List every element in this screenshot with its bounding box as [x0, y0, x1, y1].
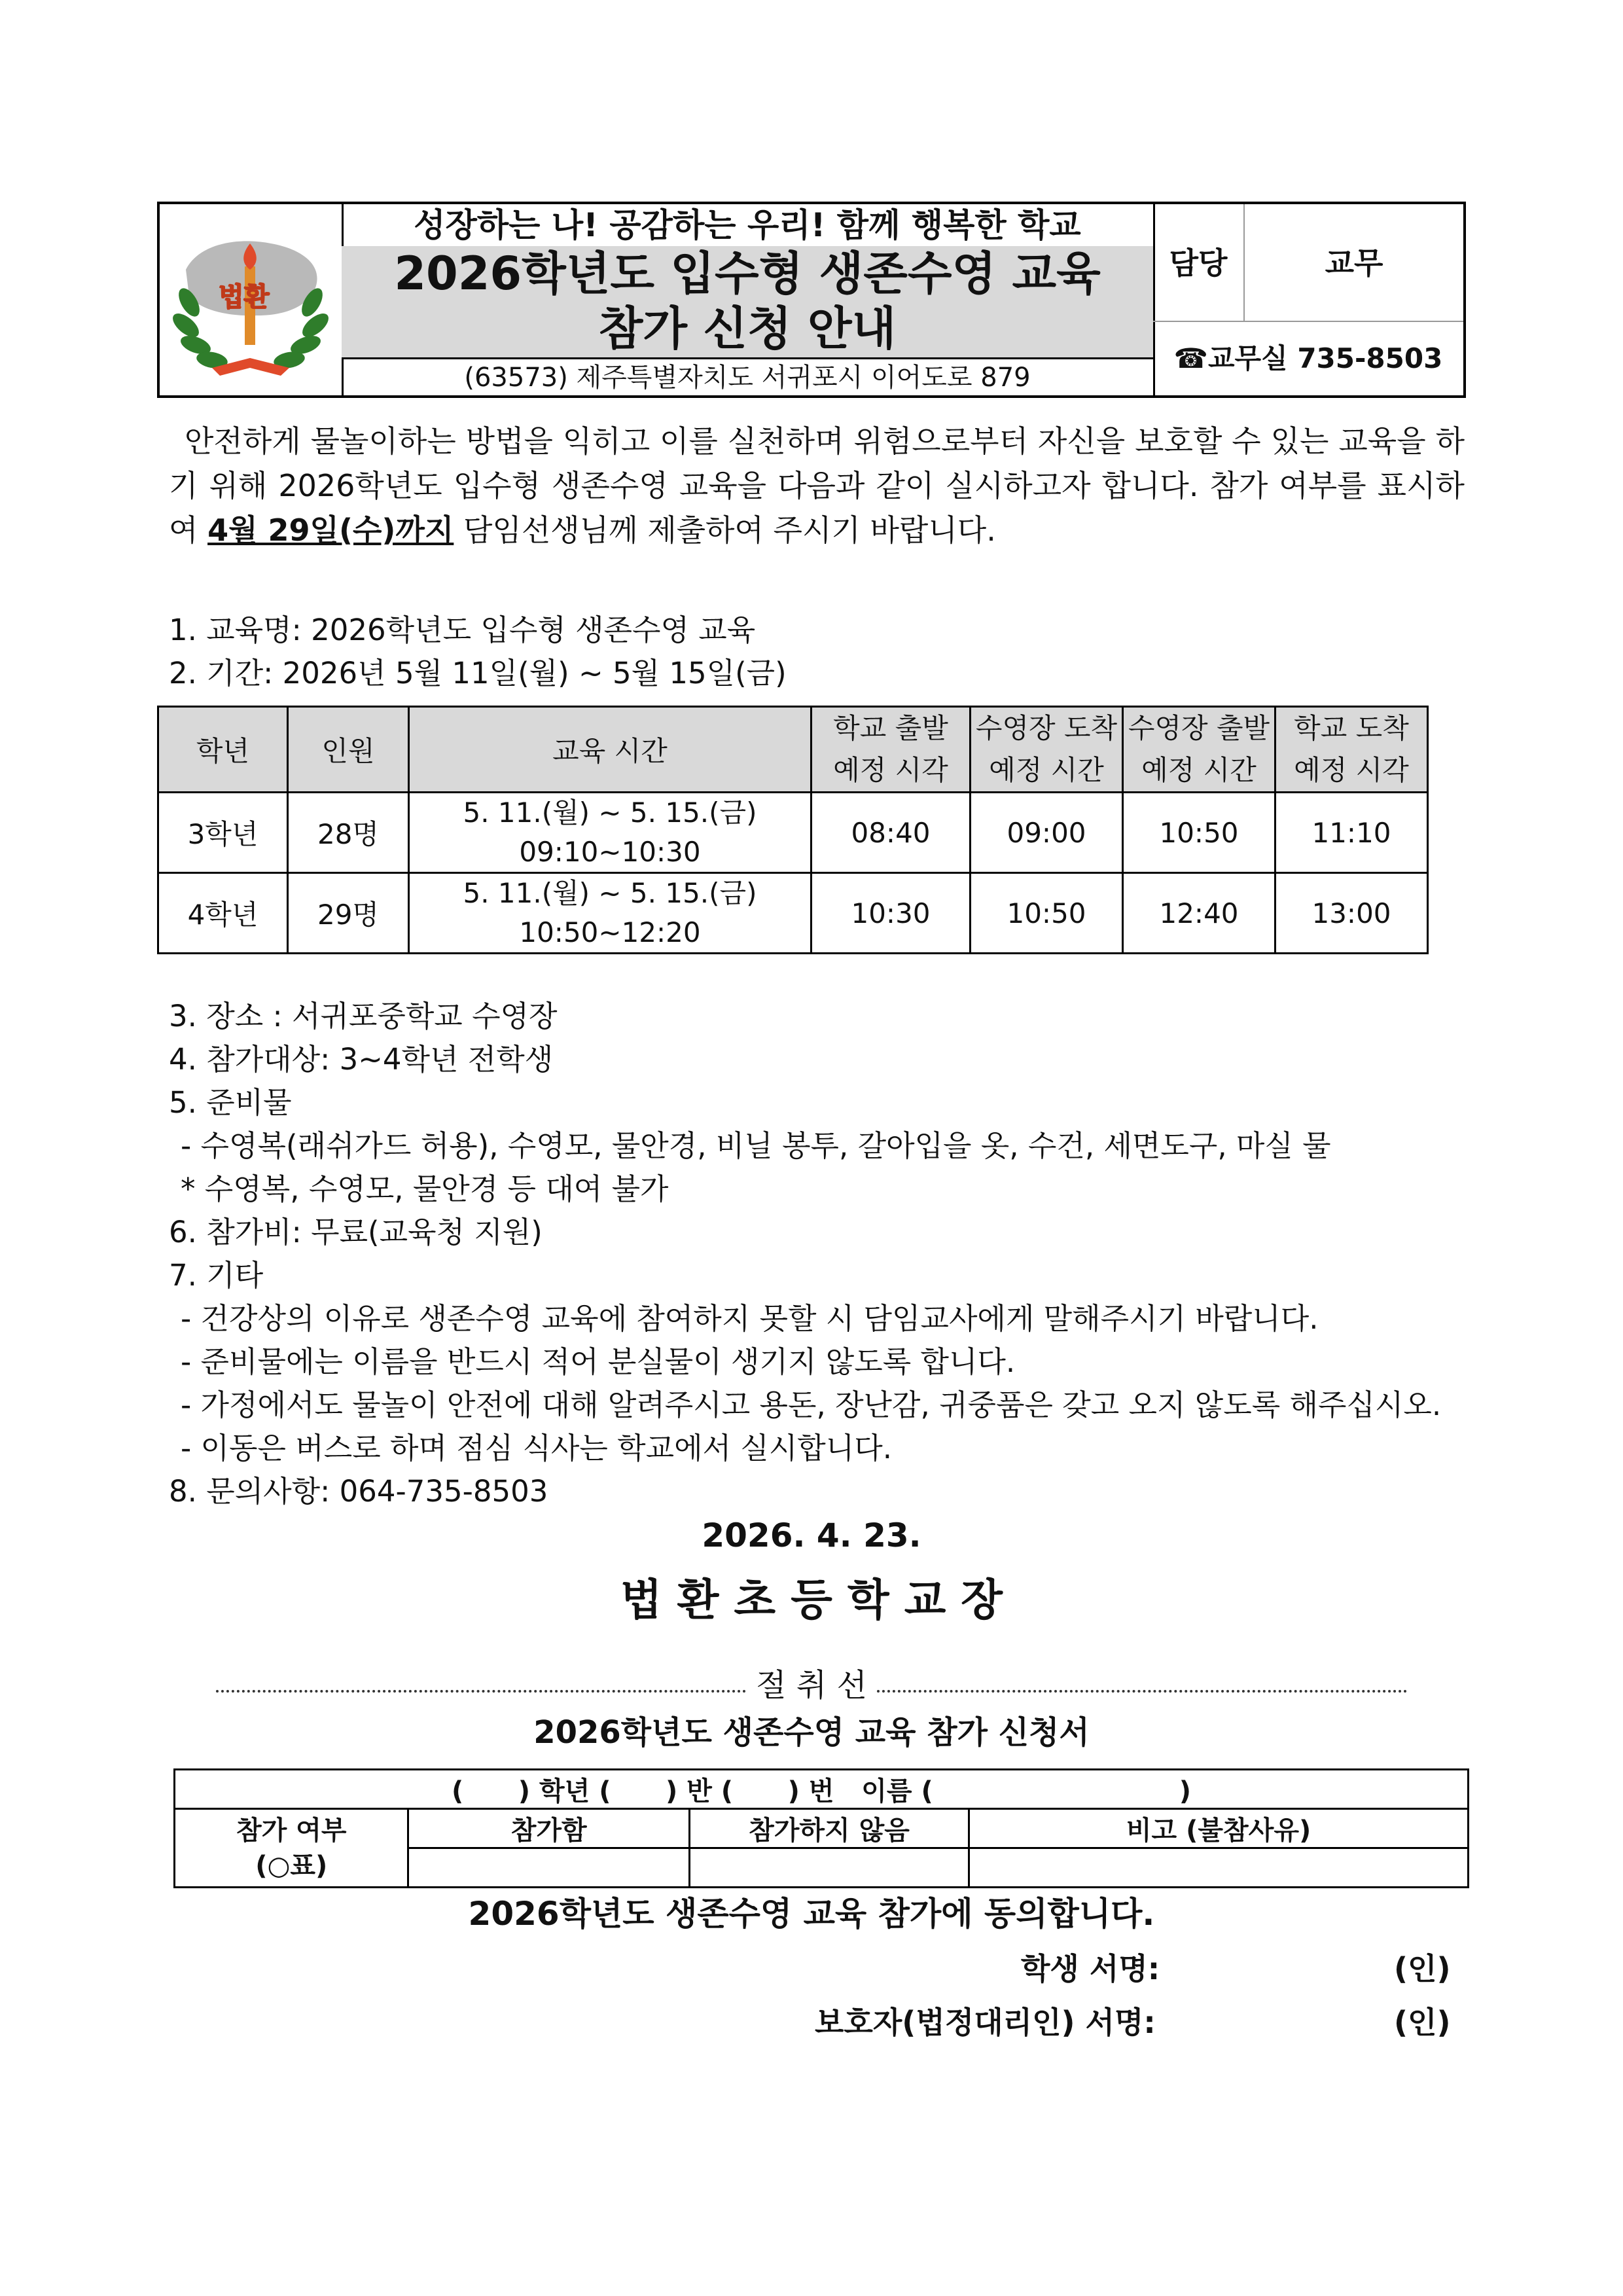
cut-line-right — [877, 1690, 1407, 1693]
arrive-pool-cell: 09:00 — [971, 793, 1123, 873]
school-logo-cell — [160, 204, 344, 395]
grade-cell: 4학년 — [158, 873, 288, 954]
depart-cell: 10:30 — [812, 873, 971, 954]
principal-name: 법 환 초 등 학 교 장 — [620, 1575, 1003, 1625]
item-7: 7. 기타 — [169, 1258, 264, 1293]
title-line-1: 2026학년도 입수형 생존수영 교육 — [394, 247, 1101, 300]
table-row — [158, 873, 1428, 954]
header-time: 교육 시간 — [409, 707, 812, 793]
grade-cell: 3학년 — [158, 793, 288, 873]
intro-paragraph — [169, 419, 1465, 552]
intro-text-before: 안전하게 물놀이하는 방법을 익히고 이를 실천하며 위험으로부터 자신을 보호할 수 있는 교육을 하기 위해 2026학년도 입수형 생존수영 교육을 다음과 같이 실시하고자 합니다. 참가 여부를 표시하여 — [169, 423, 1465, 548]
student-signature-label: 학생 서명: — [1021, 1951, 1160, 1986]
title-cell — [342, 204, 1155, 395]
title-line-2: 참가 신청 안내 — [598, 302, 897, 355]
count-cell: 28명 — [288, 793, 409, 873]
item-7-health: - 건강상의 이유로 생존수영 교육에 참여하지 못할 시 담임교사에게 말해주시기 바랍니다. — [181, 1301, 1319, 1336]
arrive-pool-cell: 10:50 — [971, 873, 1123, 954]
leave-pool-cell: 12:40 — [1123, 873, 1275, 954]
header-depart: 학교 출발 예정 시각 — [812, 707, 971, 793]
in-charge-label: 담당 — [1153, 204, 1245, 322]
item-7-valuables: - 가정에서도 물놀이 안전에 대해 알려주시고 용돈, 장난감, 귀중품은 갖고 오지 않도록 해주십시오. — [181, 1388, 1442, 1422]
item-4: 4. 참가대상: 3~4학년 전학생 — [169, 1042, 554, 1077]
school-logo — [160, 204, 342, 395]
guardian-signature-label: 보호자(법정대리인) 서명: — [815, 2005, 1156, 2040]
time-cell: 5. 11.(월) ~ 5. 15.(금) 10:50~12:20 — [409, 873, 812, 954]
participation-label-cell: 참가 여부 (○표) — [175, 1809, 408, 1888]
cut-line-label: 절 취 선 — [756, 1667, 867, 1704]
document-title — [342, 246, 1153, 357]
time-cell: 5. 11.(월) ~ 5. 15.(금) 09:10~10:30 — [409, 793, 812, 873]
item-3: 3. 장소 : 서귀포중학교 수영장 — [169, 999, 558, 1033]
header-grade: 학년 — [158, 707, 288, 793]
in-charge-value: 교무 — [1245, 204, 1463, 322]
document-header — [157, 202, 1466, 398]
table-row — [158, 793, 1428, 873]
school-slogan: 성장하는 나! 공감하는 우리! 함께 행복한 학교 — [414, 206, 1081, 244]
deadline: 4월 29일(수)까지 — [207, 512, 454, 548]
item-7-labels: - 준비물에는 이름을 반드시 적어 분실물이 생기지 않도록 합니다. — [181, 1344, 1016, 1379]
consent-statement: 2026학년도 생존수영 교육 참가에 동의합니다. — [468, 1895, 1155, 1933]
depart-cell: 08:40 — [812, 793, 971, 873]
header-leave-pool: 수영장 출발 예정 시간 — [1123, 707, 1275, 793]
school-address: (63573) 제주특별자치도 서귀포시 이어도로 879 — [342, 357, 1153, 395]
note-header: 비고 (불참사유) — [969, 1809, 1469, 1848]
contact-cell — [1153, 204, 1463, 395]
participation-header-row — [175, 1809, 1469, 1848]
item-6: 6. 참가비: 무료(교육청 지원) — [169, 1215, 543, 1249]
item-2: 2. 기간: 2026년 5월 11일(월) ~ 5월 15일(금) — [169, 656, 787, 691]
not-attend-header: 참가하지 않음 — [689, 1809, 969, 1848]
item-7-transport: - 이동은 버스로 하며 점심 식사는 학교에서 실시합니다. — [181, 1431, 893, 1465]
item-8: 8. 문의사항: 064-735-8503 — [169, 1474, 548, 1509]
schedule-table — [157, 706, 1429, 954]
item-5: 5. 준비물 — [169, 1085, 292, 1120]
table-header-row — [158, 707, 1428, 793]
header-arrive-school: 학교 도착 예정 시각 — [1275, 707, 1428, 793]
arrive-school-cell: 11:10 — [1275, 793, 1428, 873]
note-input-cell[interactable] — [969, 1848, 1469, 1888]
form-title: 2026학년도 생존수영 교육 참가 신청서 — [533, 1714, 1090, 1751]
office-phone: ☎교무실 735-8503 — [1173, 342, 1443, 374]
header-count: 인원 — [288, 707, 409, 793]
student-seal[interactable]: (인) — [1394, 1951, 1451, 1986]
attend-header: 참가함 — [408, 1809, 689, 1848]
item-1: 1. 교육명: 2026학년도 입수형 생존수영 교육 — [169, 613, 756, 647]
student-info[interactable]: ( ) 학년 ( ) 반 ( ) 번 이름 ( ) — [175, 1770, 1469, 1809]
leave-pool-cell: 10:50 — [1123, 793, 1275, 873]
cut-line-left — [216, 1690, 746, 1693]
header-arrive-pool: 수영장 도착 예정 시간 — [971, 707, 1123, 793]
student-info-row — [175, 1770, 1469, 1809]
item-5-supplies: - 수영복(래쉬가드 허용), 수영모, 물안경, 비닐 봉투, 갈아입을 옷, 수건, 세면도구, 마실 물 — [181, 1128, 1331, 1163]
attend-mark-cell[interactable] — [408, 1848, 689, 1888]
logo-text: 법환 — [219, 282, 270, 312]
not-attend-mark-cell[interactable] — [689, 1848, 969, 1888]
guardian-seal[interactable]: (인) — [1394, 2005, 1451, 2040]
arrive-school-cell: 13:00 — [1275, 873, 1428, 954]
count-cell: 29명 — [288, 873, 409, 954]
intro-text-after: 담임선생님께 제출하여 주시기 바랍니다. — [454, 512, 996, 548]
item-5-note: * 수영복, 수영모, 물안경 등 대여 불가 — [181, 1172, 669, 1206]
application-form — [173, 1768, 1469, 1888]
issue-date: 2026. 4. 23. — [702, 1516, 921, 1554]
